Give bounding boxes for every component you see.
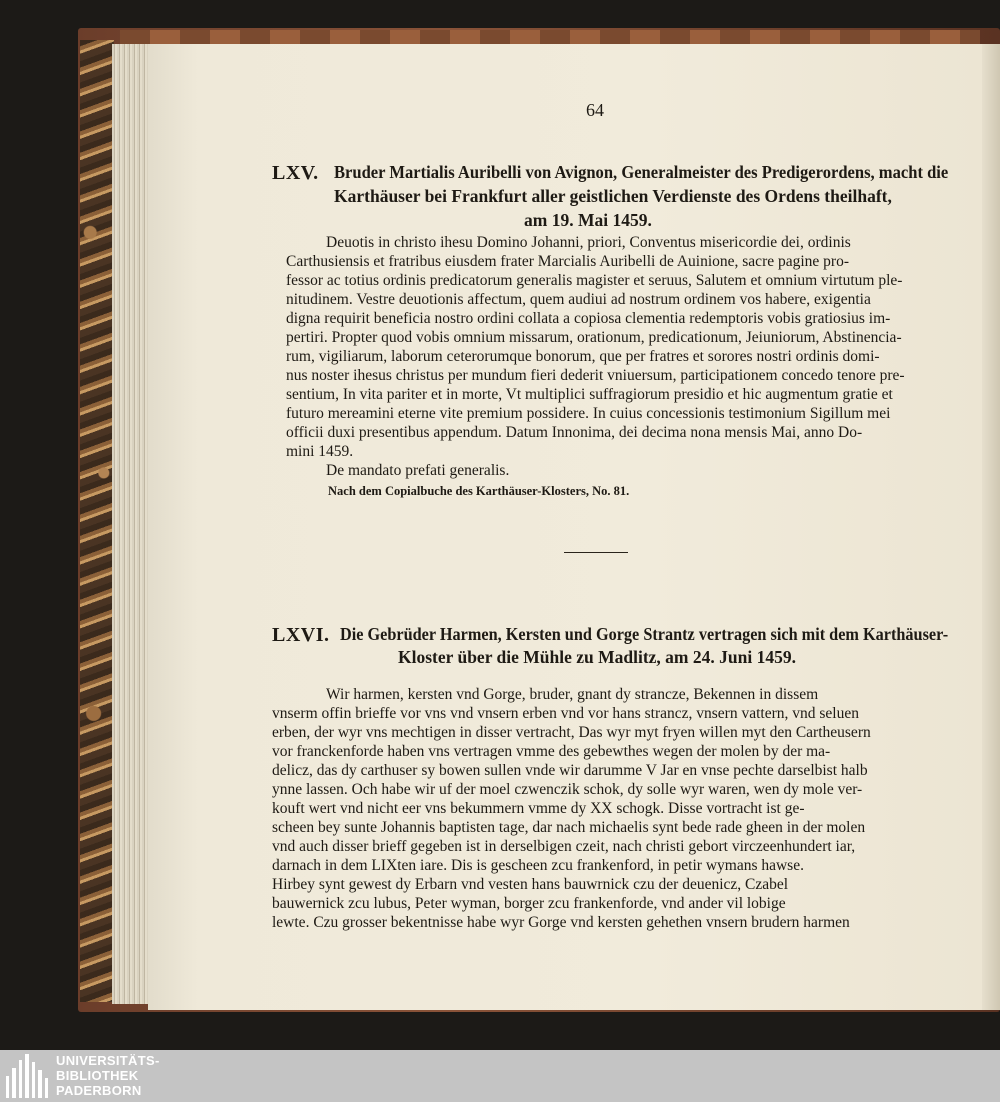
body-line: scheen bey sunte Johannis baptisten tage, dar nach michaelis synt bede rade gheen in der molen [272,819,866,836]
body-line: vnd auch disser brieff gegeben ist in derselbigen czeit, nach christi gebort virczeenhundert iar, [272,838,856,855]
mandate-line: De mandato prefati generalis. [326,462,510,479]
body-line: rum, vigiliarum, laborum ceterorumque bonorum, que per fratres et sorores nostri ordinis domi- [286,348,880,365]
body-line: vnserm offin brieffe vor vns vnd vnsern erben vnd vor hans strancz, vnsern vattern, vnd seluen [272,705,859,722]
body-line: pertiri. Propter quod vobis omnium missarum, orationum, predicationum, Jeiuniorum, Abstinencia- [286,329,902,346]
book-page [148,44,982,1010]
body-line: mini 1459. [286,443,354,460]
body-line: nus noster ihesus christus per mundum fieri dederit vniuersum, participationem concedo tenore pre- [286,367,905,384]
body-line: nitudinem. Vestre deuotionis affectum, quem audiui ad nostrum ordinem vos habere, exigentia [286,291,871,308]
body-line: officii duxi presentibus appendum. Datum Innonima, dei decima nona mensis Mai, anno Do- [286,424,863,441]
document-number: LXVI. [272,624,330,646]
body-line: lewte. Czu grosser bekentnisse habe wyr Gorge vnd kersten gehethen vnsern brudern harmen [272,914,850,931]
body-line: Hirbey synt gewest dy Erbarn vnd vesten hans bauwrnick czu der deuenicz, Czabel [272,876,789,893]
document-number: LXV. [272,162,319,184]
body-line: kouft wert vnd nicht eer vns bekummern vmme dy XX schogk. Disse vortracht ist ge- [272,800,805,817]
section-divider [564,552,628,553]
body-line: futuro mereamini eterne vite premium possidere. In cuius concessionis testimonium Sigillum mei [286,405,891,422]
body-line: darnach in dem LIXten iare. Dis is gescheen zcu frankenford, in petir wymans hawse. [272,857,804,874]
document-title-line: am 19. Mai 1459. [524,210,652,230]
body-line: fessor ac totius ordinis predicatorum generalis magister et seruus, Salutem et omnium virtutum ple- [286,272,903,289]
body-line: digna requirit beneficia nostro ordini collata a copiosa clementia redemptoris vobis gratiosius im- [286,310,891,327]
body-line: erben, der wyr vns mechtigen in disser vertracht, Das wyr myt fryen willen myt den Cartheusern [272,724,871,741]
body-line: Carthusiensis et fratribus eiusdem frater Marcialis Auribelli de Auinione, sacre pagine pro- [286,253,849,270]
body-line: bauwernick zcu lubus, Peter wyman, borger zcu frankenforde, vnd ander vil lobige [272,895,786,912]
body-line: sentium, In vita pariter et in morte, Vt multiplici suffragiorum presidio et hic augmentum gratie et [286,386,893,403]
marbled-page-edge [80,40,114,1002]
library-footer [0,1050,1000,1102]
body-line: vor franckenforde haben vns vertragen vmme des gebewthes wegen der molen by der ma- [272,743,831,760]
source-note: Nach dem Copialbuche des Karthäuser-Klosters, No. 81. [328,484,630,498]
document-title-line: Bruder Martialis Auribelli von Avignon, Generalmeister des Predigerordens, macht die [334,162,949,182]
book-top-edge [120,30,980,44]
document-title-line: Die Gebrüder Harmen, Kersten und Gorge Strantz vertragen sich mit dem Karthäuser- [340,624,949,644]
library-logo-icon [6,1054,48,1098]
library-name-line: UNIVERSITÄTS- [56,1053,160,1068]
library-name [56,1053,160,1098]
body-line: Deuotis in christo ihesu Domino Johanni, priori, Conventus misericordie dei, ordinis [326,234,851,251]
page-number: 64 [586,100,604,120]
body-line: delicz, das dy carthuser sy bowen sullen vnde wir darumme V Jar en vnse pechte darselbist halb [272,762,868,779]
library-name-line: PADERBORN [56,1083,142,1098]
right-page-edge [982,44,1000,1010]
page-stack-edge [112,44,152,1004]
body-line: ynne lassen. Och habe wir uf der moel czwenczik schok, dy solle wyr waren, wen dy mole ver- [272,781,863,798]
document-title-line: Kloster über die Mühle zu Madlitz, am 24. Juni 1459. [398,647,796,667]
document-title-line: Karthäuser bei Frankfurt aller geistlichen Verdienste des Ordens theilhaft, [334,186,892,206]
body-line: Wir harmen, kersten vnd Gorge, bruder, gnant dy strancze, Bekennen in dissem [326,686,819,703]
library-name-line: BIBLIOTHEK [56,1068,139,1083]
